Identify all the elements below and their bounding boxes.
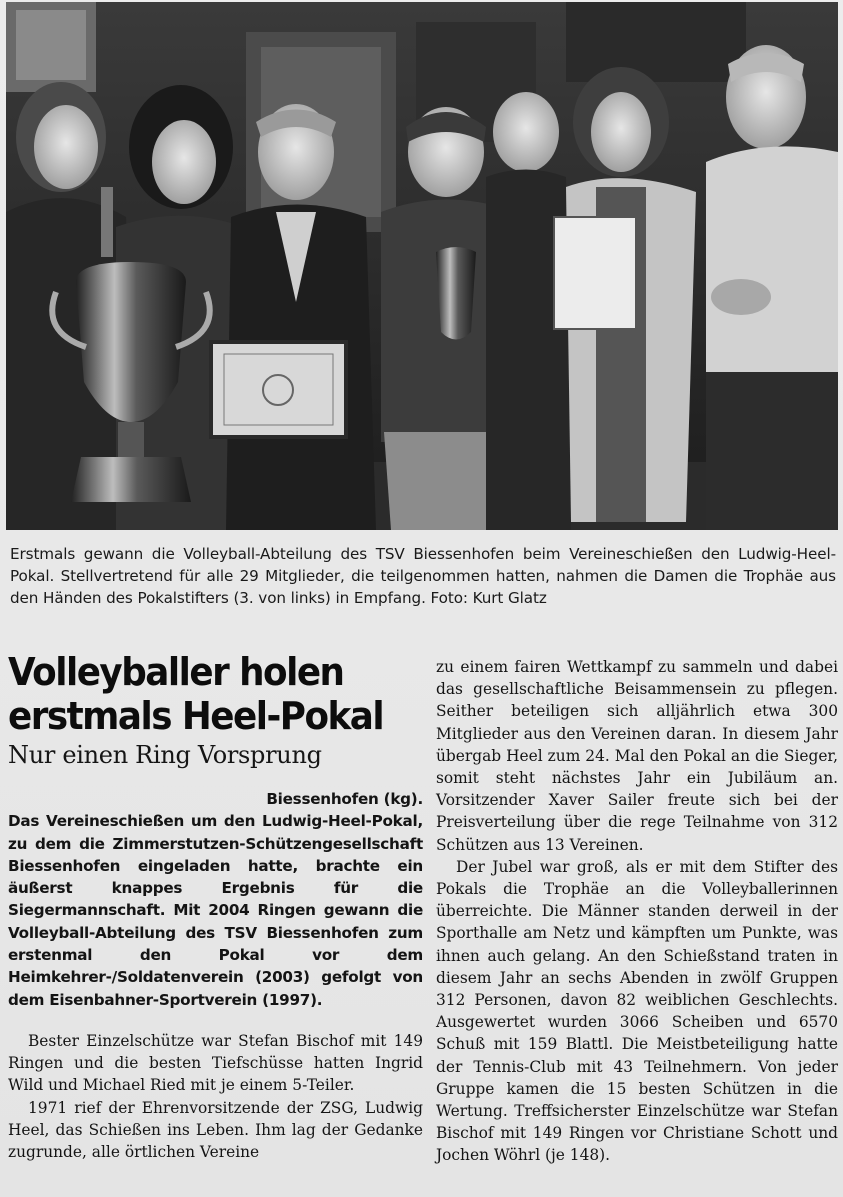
headline bbox=[8, 650, 403, 738]
dateline: Biessenhofen (kg). bbox=[266, 790, 423, 808]
body-paragraph-2: 1971 rief der Ehrenvorsitzende der ZSG, Ludwig Heel, das Schießen ins Leben. Ihm lag der Gedanke zugrunde, alle örtlichen Vereine bbox=[8, 1098, 423, 1162]
headline-line-1: Volleyballer holen bbox=[8, 650, 344, 694]
lead-paragraph: Das Vereineschießen um den Ludwig-Heel-Pokal, zu dem die Zimmerstutzen-Schützengesellschaft Biessenhofen eingeladen hatte, brachte ein äußerst knappes Ergebnis für die Siegermannschaft. Mit 2004 Ringen gewann die Volleyball-Abteilung des TSV Biessenhofen zum erstenmal den Pokal vor dem Heimkehrer-/Soldatenverein (2003) gefolgt von dem Eisenbahner-Sportverein (1997). bbox=[8, 812, 423, 1009]
photo-caption: Erstmals gewann die Volleyball-Abteilung des TSV Biessenhofen beim Vereineschießen den Ludwig-Heel-Pokal. Stellvertretend für alle 29 Mitglieder, die teilgenommen hatten, nahmen die Damen die Trophäe aus den Händen des Pokalstifters (3. von links) in Empfang. Foto: Kurt Glatz bbox=[10, 545, 836, 607]
article-body-right bbox=[436, 656, 838, 1167]
group-photo bbox=[6, 2, 838, 530]
body-paragraph-3: Der Jubel war groß, als er mit dem Stifter des Pokals die Trophäe an die Volleyballerinnen überreichte. Die Männer standen derweil in der Sporthalle am Netz und kämpften um Punkte, was ihnen auch gelang. An den Schießstand traten in diesem Jahr an sechs Abenden in zwölf Gruppen 312 Personen, davon 82 weiblichen Geschlechts. Ausgewertet wurden 3066 Scheiben und 6570 Schuß mit 159 Blattl. Die Meistbeteiligung hatte der Tennis-Club mit 43 Teilnehmern. Von jeder Gruppe kamen die 15 besten Schützen in die Wertung. Treffsicherster Einzelschütze war Stefan Bischof mit 149 Ringen vor Christiane Schott und Jochen Wöhrl (je 148). bbox=[436, 857, 838, 1165]
subheadline: Nur einen Ring Vorsprung bbox=[8, 741, 322, 769]
article-body-left bbox=[8, 1030, 423, 1163]
body-paragraph-1: Bester Einzelschütze war Stefan Bischof mit 149 Ringen und die besten Tiefschüsse hatten Ingrid Wild und Michael Ried mit je einem 5-Teiler. bbox=[8, 1032, 423, 1095]
headline-line-2: erstmals Heel-Pokal bbox=[8, 694, 384, 738]
photo-illustration bbox=[6, 2, 838, 530]
body-paragraph-2-continued: zu einem fairen Wettkampf zu sammeln und dabei das gesellschaftliche Beisammensein zu pflegen. Seither beteiligen sich alljährlich etwa 300 Mitglieder aus den Vereinen daran. In diesem Jahr übergab Heel zum 24. Mal den Pokal an die Sieger, somit steht nächstes Jahr ein Jubiläum an. Vorsitzender Xaver Sailer freute sich bei der Preisverteilung über die rege Teilnahme von 312 Schützen aus 13 Vereinen. bbox=[436, 658, 838, 854]
article-lead bbox=[8, 788, 423, 1011]
